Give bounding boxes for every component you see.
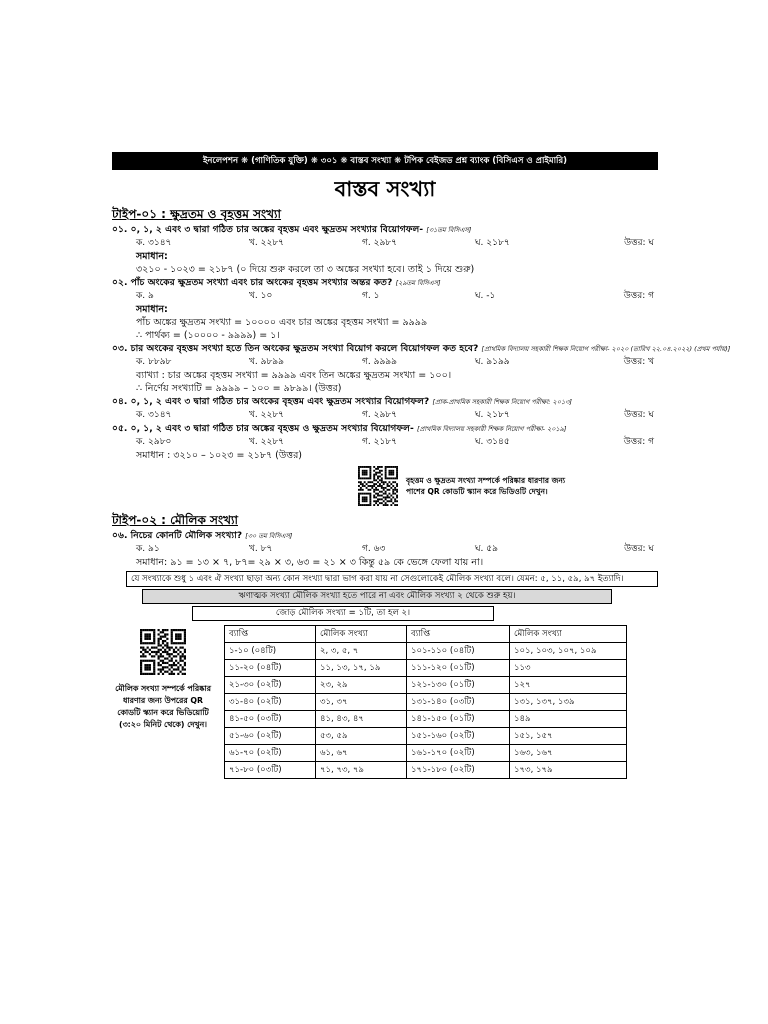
question-stem: ০৫. ০, ১, ২ এবং ৩ দ্বারা গঠিত চার অঙ্কের বৃহত্তম ও ক্ষুদ্রতম সংখ্যার বিয়োগফল- — [112, 423, 414, 434]
table-cell: ৪১, ৪৩, ৪৭ — [316, 711, 407, 728]
table-cell: ৬১, ৬৭ — [316, 745, 407, 762]
option: খ. ২২৮৭ — [249, 410, 285, 420]
answer-options — [112, 436, 658, 449]
note-even-prime: জোড় মৌলিক সংখ্যা = ১টি, তা হল ২। — [192, 606, 494, 621]
question-source: [৩০ তম বিসিএস] — [245, 532, 293, 540]
question-stem: ০৩. চার অংকের বৃহত্তম সংখ্যা হতে তিন অংকের ক্ষুদ্রতম সংখ্যা বিয়োগ করলে বিয়োগফল কত হবে? — [112, 343, 479, 354]
option: গ. ১ — [362, 291, 380, 301]
option: ক. ৩১৪৭ — [136, 410, 172, 420]
question-06 — [112, 529, 658, 569]
answer-key: উত্তর: খ — [623, 357, 654, 367]
table-cell: ১-১০ (০৪টি) — [225, 643, 316, 660]
document-page — [112, 152, 731, 779]
answer-options — [112, 356, 658, 369]
table-cell: ১২১-১৩০ (০১টি) — [407, 677, 510, 694]
question-item — [112, 422, 658, 462]
table-cell: ১১, ১৩, ১৭, ১৯ — [316, 660, 407, 677]
qr-callout-line: পাশের QR কোডটি স্ক্যান করে ভিডিওটি দেখুন। — [406, 487, 548, 496]
table-cell: ৩১, ৩৭ — [316, 694, 407, 711]
qr-callout-line: বৃহত্তম ও ক্ষুদ্রতম সংখ্যা সম্পর্কে পরিষ্কার ধারণার জন্য — [406, 476, 566, 485]
option: ঘ. ২১৮৭ — [475, 238, 510, 248]
qr-code-icon[interactable] — [140, 629, 186, 675]
table-row — [225, 694, 627, 711]
table-cell: ১৩১-১৪০ (০৩টি) — [407, 694, 510, 711]
table-cell: ১৫১, ১৫৭ — [510, 728, 627, 745]
solution-line: ∴ নির্ণেয় সংখ্যাটি = ৯৯৯৯ – ১০০ = ৯৮৯৯। (উত্তর) — [136, 383, 342, 394]
table-cell: ৫৩, ৫৯ — [316, 728, 407, 745]
table-row — [225, 660, 627, 677]
question-text — [112, 422, 658, 436]
qr-code-icon[interactable] — [358, 466, 398, 506]
table-cell: ১৭৩, ১৭৯ — [510, 762, 627, 779]
table-cell: ১০১, ১০৩, ১০৭, ১০৯ — [510, 643, 627, 660]
option: গ. ৯৯৯৯ — [362, 357, 397, 367]
table-header-row — [225, 626, 627, 643]
table-cell: ১৬৩, ১৬৭ — [510, 745, 627, 762]
solution-line: পাঁচ অঙ্কের ক্ষুদ্রতম সংখ্যা = ১০০০০ এবং চার অঙ্কের বৃহত্তম সংখ্যা = ৯৯৯৯ — [136, 317, 428, 328]
column-header: ব্যাপ্তি — [407, 626, 510, 643]
table-cell: ১৭১-১৮০ (০২টি) — [407, 762, 510, 779]
option: ঘ. ২১৮৭ — [475, 410, 510, 420]
option: গ. ২৯৮৭ — [362, 238, 398, 248]
table-cell: ৭১, ৭৩, ৭৯ — [316, 762, 407, 779]
question-item — [112, 276, 658, 342]
question-source: [প্রাক-প্রাথমিক সহকারী শিক্ষক নিয়োগ পরীক্ষা: ২০১৩] — [432, 398, 572, 406]
question-source: [প্রাথমিক বিদ্যালয় সহকারী শিক্ষক নিয়োগ পরীক্ষা- ২০২০ (তারিখ ২২.০৪.২০২২) (প্রথম পর্যায়)] — [481, 345, 731, 353]
table-row — [225, 643, 627, 660]
solution-line: ব্যাখ্যা : চার অঙ্কের বৃহত্তম সংখ্যা = ৯৯৯৯ এবং তিন অঙ্কের ক্ষুদ্রতম সংখ্যা = ১০০। — [136, 370, 452, 381]
table-cell: ১৬১-১৭০ (০২টি) — [407, 745, 510, 762]
question-text — [112, 223, 658, 237]
section-heading-type-02: টাইপ-০২ : মৌলিক সংখ্যা — [112, 513, 238, 527]
column-header: মৌলিক সংখ্যা — [510, 626, 627, 643]
table-cell: ১১১-১২০ (০১টি) — [407, 660, 510, 677]
answer-options — [112, 409, 658, 422]
qr-sidebar — [112, 625, 214, 779]
page-title: বাস্তব সংখ্যা — [334, 177, 436, 201]
table-cell: ১০১-১১০ (০৪টি) — [407, 643, 510, 660]
solution-line: সমাধান : ৩২১০ – ১০২৩ = ২১৮৭ (উত্তর) — [136, 450, 303, 461]
answer-key: উত্তর: গ — [623, 437, 654, 447]
question-item — [112, 223, 658, 276]
column-header: ব্যাপ্তি — [225, 626, 316, 643]
option: ক. ৮৮৯৮ — [136, 357, 172, 367]
option: গ. ২৯৮৭ — [362, 410, 398, 420]
table-cell: ১৪১-১৫০ (০১টি) — [407, 711, 510, 728]
answer-options — [112, 237, 658, 250]
answer-options — [112, 290, 658, 303]
option: ঘ. ৩১৪৫ — [475, 437, 510, 447]
question-list — [112, 223, 731, 462]
option: গ. ৬৩ — [362, 544, 386, 554]
qr-callout — [358, 466, 658, 506]
table-row — [225, 728, 627, 745]
solution-line: ৩২১০ - ১০২৩ = ২১৮৭ (০ দিয়ে শুরু করলে তা ৩ অঙ্কের সংখ্যা হবে। তাই ১ দিয়ে শুরু) — [136, 264, 475, 275]
table-cell: ১৩১, ১৩৭, ১৩৯ — [510, 694, 627, 711]
table-cell: ১৫১-১৬০ (০২টি) — [407, 728, 510, 745]
question-text — [112, 342, 731, 356]
answer-key: উত্তর: ঘ — [624, 544, 654, 554]
table-cell: ৭১-৮০ (০৩টি) — [225, 762, 316, 779]
option: ক. ৩১৪৭ — [136, 238, 172, 248]
option: ক. ৯১ — [136, 544, 160, 554]
option: খ. ২২৮৭ — [249, 238, 285, 248]
header-banner: ইনলেপশন ❋ (গাণিতিক যুক্তি) ❋ ৩০১ ❋ বাস্তব সংখ্যা ❋ টপিক বেইজড প্রশ্ন ব্যাংক (বিসিএস ও প্রাইমারি) — [112, 152, 658, 170]
solution-label: সমাধান: — [136, 251, 168, 262]
table-cell: ২১-৩০ (০২টি) — [225, 677, 316, 694]
question-item — [112, 395, 658, 422]
question-text — [112, 276, 658, 290]
question-stem: ০৬. নিচের কোনটি মৌলিক সংখ্যা? — [112, 530, 243, 541]
qr-callout-text — [406, 475, 565, 497]
option: ঘ. -১ — [475, 291, 496, 301]
prime-table-body — [225, 643, 627, 779]
option: ঘ. ৯১৯৯ — [475, 357, 510, 367]
column-header: মৌলিক সংখ্যা — [316, 626, 407, 643]
solution-line: সমাধান: ৯১ = ১৩ × ৭, ৮৭= ২৯ × ৩, ৬৩ = ২১ × ৩ কিন্তু ৫৯ কে ভেঙ্গে ফেলা যায় না। — [136, 557, 484, 568]
question-stem: ০১. ০, ১, ২ এবং ৩ দ্বারা গঠিত চার অঙ্কের বৃহত্তম এবং ক্ষুদ্রতম সংখ্যার বিয়োগফল- — [112, 224, 424, 235]
prime-table — [224, 625, 627, 779]
prime-section — [112, 625, 658, 779]
question-text — [112, 529, 658, 543]
table-cell: ২৩, ২৯ — [316, 677, 407, 694]
question-stem: ০৪. ০, ১, ২ এবং ৩ দ্বারা গঠিত চার অংকের বৃহত্তম এবং ক্ষুদ্রতম সংখ্যার বিয়োগফল? — [112, 396, 430, 407]
table-cell: ৩১-৪০ (০২টি) — [225, 694, 316, 711]
option: ক. ২৯৮০ — [136, 437, 172, 447]
option: ক. ৯ — [136, 291, 154, 301]
option: গ. ২১৮৭ — [362, 437, 398, 447]
question-item — [112, 342, 731, 395]
answer-key: উত্তর: ঘ — [624, 410, 654, 420]
table-cell: ১১৩ — [510, 660, 627, 677]
table-cell: ৪১-৫০ (০৩টি) — [225, 711, 316, 728]
table-row — [225, 745, 627, 762]
question-source: [প্রাথমিক বিদ্যালয় সহকারী শিক্ষক নিয়োগ পরীক্ষা- ২০১৯] — [417, 425, 567, 433]
table-cell: ৫১-৬০ (০২টি) — [225, 728, 316, 745]
solution-label: সমাধান: — [136, 304, 168, 315]
option: খ. ১০ — [249, 291, 273, 301]
answer-key: উত্তর: ঘ — [624, 238, 654, 248]
option: খ. ২২৮৭ — [249, 437, 285, 447]
table-cell: ২, ৩, ৫, ৭ — [316, 643, 407, 660]
table-cell: ১৪৯ — [510, 711, 627, 728]
question-stem: ০২. পাঁচ অংকের ক্ষুদ্রতম সংখ্যা এবং চার অংকের বৃহত্তম সংখ্যার অন্তর কত? — [112, 277, 393, 288]
question-source: [২৯তম বিসিএস] — [395, 279, 441, 287]
option: খ. ৯৮৯৯ — [249, 357, 284, 367]
answer-key: উত্তর: গ — [623, 291, 654, 301]
solution-line: ∴ পার্থক্য = (১০০০০ - ৯৯৯৯) = ১। — [136, 330, 280, 341]
table-cell: ১২৭ — [510, 677, 627, 694]
option: ঘ. ৫৯ — [475, 544, 498, 554]
question-text — [112, 395, 658, 409]
definition-box: যে সংখ্যাকে শুধু ১ এবং ঐ সংখ্যা ছাড়া অন্য কোন সংখ্যা দ্বারা ভাগ করা যায় না সেগুলোকেই মৌলিক সংখ্যা বলে। যেমন: ৫, ১১, ৫৯, ৯৭ ইত্যাদি। — [126, 571, 658, 587]
table-row — [225, 762, 627, 779]
table-cell: ৬১-৭০ (০২টি) — [225, 745, 316, 762]
qr-caption: মৌলিক সংখ্যা সম্পর্কে পরিষ্কার ধারণার জন্য উপরের QR কোডটি স্ক্যান করে ভিডিয়োটি (৩:২০ মিনিট থেকে) দেখুন। — [115, 684, 211, 729]
table-row — [225, 677, 627, 694]
note-negative-primes: ঋণাত্মক সংখ্যা মৌলিক সংখ্যা হতে পারে না এবং মৌলিক সংখ্যা ২ থেকে শুরু হয়। — [142, 589, 612, 604]
option: খ. ৮৭ — [249, 544, 273, 554]
table-cell: ১১-২০ (০৪টি) — [225, 660, 316, 677]
table-row — [225, 711, 627, 728]
question-source: [৩১তম বিসিএস] — [426, 226, 472, 234]
answer-options — [112, 543, 658, 556]
section-heading-type-01: টাইপ-০১ : ক্ষুদ্রতম ও বৃহত্তম সংখ্যা — [112, 207, 282, 221]
